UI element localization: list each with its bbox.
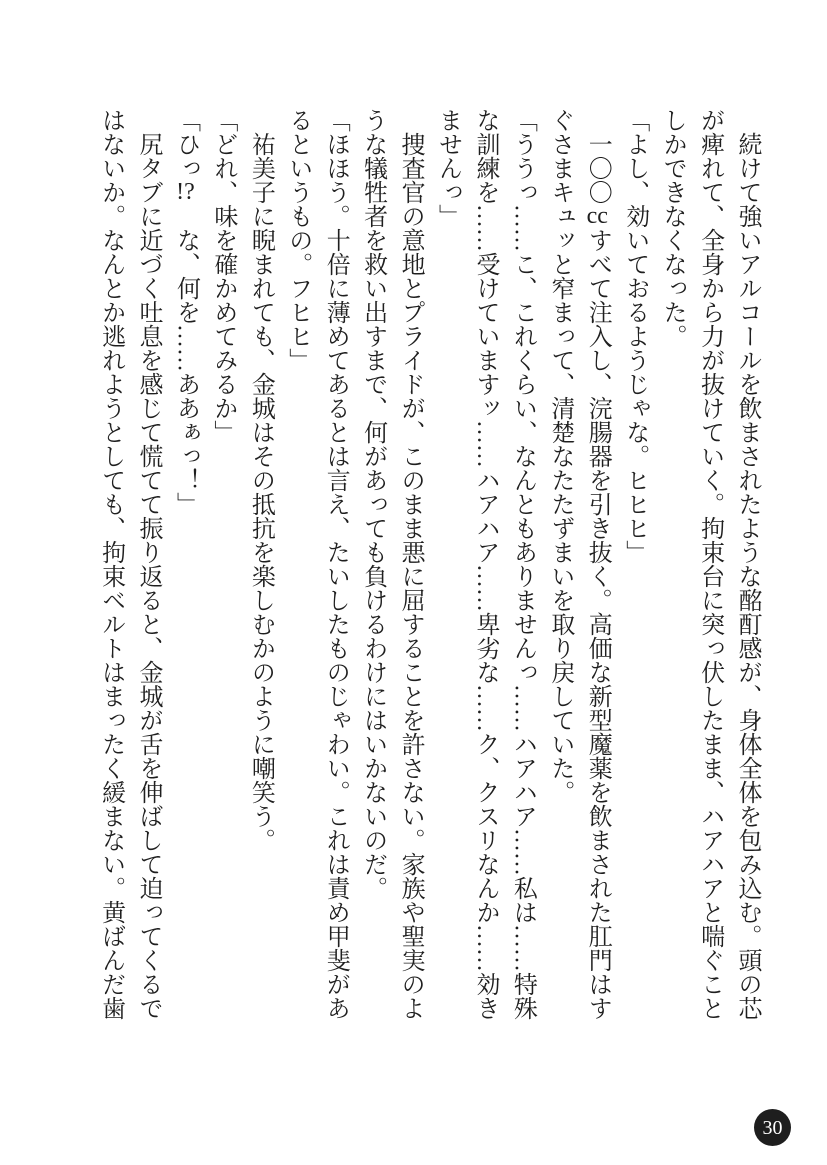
line-text: 「ほほう。十倍に薄めてあるとは言え、たいしたものじゃわい。これは責め甲斐があ: [322, 108, 349, 1020]
text-line: [653, 108, 690, 1028]
text-line: [203, 108, 240, 1028]
tcy-text: cc: [586, 204, 608, 228]
line-text: すべて注入し、浣腸器を引き抜く。高価な新型魔薬を飲まされた肛門はす: [584, 228, 611, 1020]
text-line: [540, 108, 577, 1028]
text-line: [503, 108, 540, 1028]
line-text: はないか。なんとか逃れようとしても、拘束ベルトはまったく緩まない。黄ばんだ歯: [97, 108, 124, 1020]
text-line: [278, 108, 315, 1028]
page-number: 30: [762, 1116, 783, 1139]
line-text: ませんっ」: [434, 108, 461, 228]
line-text: るというもの。フヒヒ」: [284, 108, 311, 372]
line-text: 「どれ、味を確かめてみるか」: [209, 108, 236, 444]
line-text: な、何を……ああぁっ！」: [172, 204, 199, 516]
text-line: [166, 108, 203, 1028]
text-line: [466, 108, 503, 1028]
text-line: [316, 108, 353, 1028]
text-line: [615, 108, 652, 1028]
line-text: しかできなくなった。: [659, 108, 686, 348]
line-text: な訓練を……受けていますッ……ハアハア……卑劣な……ク、クスリなんか……効き: [471, 108, 498, 1020]
line-text: 「よし、効いておるようじゃな。ヒヒヒ」: [621, 108, 648, 564]
text-line: [728, 108, 765, 1028]
text-line: [690, 108, 727, 1028]
line-text: 祐美子に睨まれても、金城はその抵抗を楽しむかのように嘲笑う。: [247, 132, 274, 852]
line-text: 「ううっ……こ、これくらい、なんともありませんっ……ハアハア……私は……特殊: [509, 108, 536, 1020]
line-text: 「ひっ: [172, 108, 199, 180]
page-number-badge: [754, 1109, 791, 1146]
line-text: 一〇〇: [584, 132, 611, 204]
line-text: 続けて強いアルコールを飲まされたような酩酊感が、身体全体を包み込む。頭の芯: [734, 132, 760, 1020]
line-text: 尻タブに近づく吐息を感じて慌てて振り返ると、金城が舌を伸ばして迫ってくるで: [135, 132, 161, 1020]
text-line: [241, 108, 278, 1028]
line-text: が痺れて、全身から力が抜けていく。拘束台に突っ伏したまま、ハアハアと喘ぐこと: [696, 108, 723, 1020]
line-text: うな犠牲者を救い出すまで、何があっても負けるわけにはいかないのだ。: [359, 108, 386, 900]
text-line: [91, 108, 128, 1028]
page-text: [88, 108, 765, 1028]
line-text: 捜査官の意地とプライドが、このまま悪に屈することを許さない。家族や聖実のよ: [397, 132, 424, 1020]
line-text: ぐさまキュッと窄まって、清楚なたたずまいを取り戻していた。: [546, 108, 573, 804]
text-line: [391, 108, 428, 1028]
text-line: [578, 108, 615, 1028]
tcy-text: !?: [176, 180, 195, 204]
text-line: [129, 108, 166, 1028]
text-line: [428, 108, 465, 1028]
text-line: [353, 108, 390, 1028]
